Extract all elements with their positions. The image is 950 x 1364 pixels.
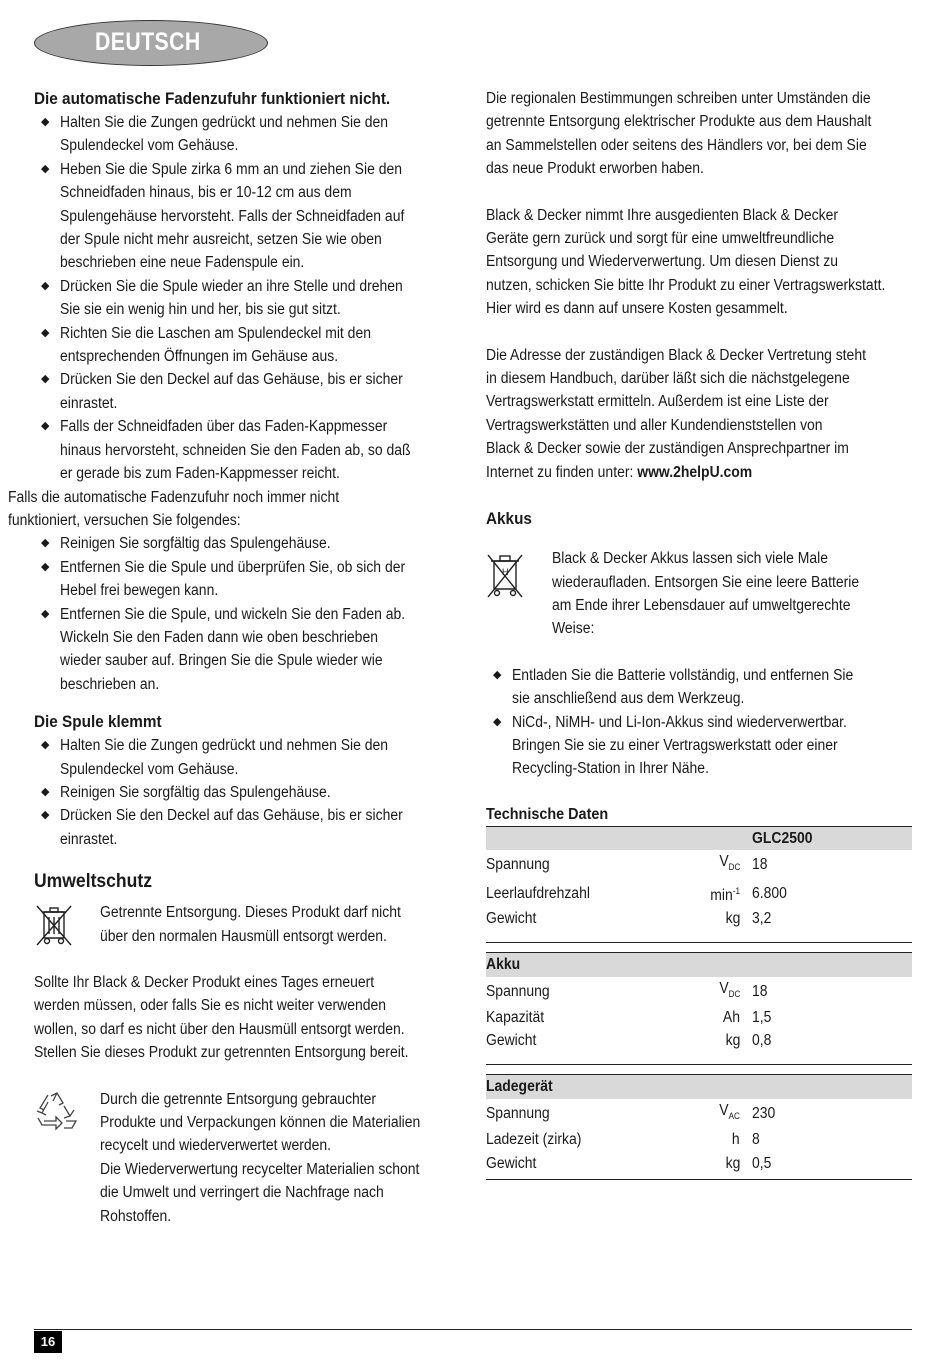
- spec-unit: $V_{DC}$: [718, 853, 740, 873]
- bullet-item: ◆ Reinigen Sie sorgfältig das Spulengehäuse.: [34, 781, 464, 804]
- diamond-bullet-icon: ◆: [41, 162, 50, 175]
- spec-unit: $V_{DC}$: [718, 979, 740, 999]
- spec-value: 0,8: [752, 1032, 772, 1050]
- spec-label: Spannung: [486, 1104, 550, 1122]
- crossed-bin-battery-icon: [486, 549, 526, 606]
- diamond-bullet-icon: ◆: [41, 560, 50, 573]
- spec-value: 18: [752, 982, 768, 1000]
- waste-notice: [34, 901, 464, 948]
- diamond-bullet-icon: ◆: [493, 715, 502, 728]
- diamond-bullet-icon: ◆: [41, 116, 50, 128]
- recycle-notice: [34, 1088, 464, 1228]
- text-line: über den normalen Hausmüll entsorgt werden.: [100, 927, 387, 945]
- spec-label: Kapazität: [486, 1009, 545, 1027]
- bullet-item: ◆ Entfernen Sie die Spule und überprüfen Sie, ob sich der Hebel frei bewegen kann.: [34, 556, 464, 603]
- spec-value: 1,5: [752, 1009, 772, 1027]
- text-line: Falls die automatische Fadenzufuhr noch immer nicht: [8, 488, 340, 506]
- text-line: Die Wiederverwertung recycelter Materialien schont: [100, 1160, 420, 1178]
- spec-value: 230: [752, 1104, 776, 1122]
- text-line: am Ende ihrer Lebensdauer auf umweltgerechte: [552, 596, 851, 614]
- text-line: wiederaufladen. Entsorgen Sie eine leere Batterie: [552, 573, 860, 591]
- text-line: Rohstoffen.: [100, 1207, 172, 1225]
- right-column: [486, 87, 912, 1180]
- text-line: Sollte Ihr Black & Decker Produkt eines Tages erneuert: [34, 974, 375, 991]
- crossed-bin-icon: [34, 903, 74, 954]
- text-line: Entsorgung und Wiederverwertung. Um diesen Dienst zu: [486, 253, 839, 271]
- spec-value: 6.800: [752, 884, 787, 902]
- bullet-list-battery: [486, 664, 912, 781]
- bullet-item: ◆ Halten Sie die Zungen gedrückt und nehmen Sie den Spulendeckel vom Gehäuse.: [34, 734, 464, 781]
- spec-row: [486, 907, 912, 930]
- bullet-list-line-feed: [34, 111, 464, 486]
- spec-label: Gewicht: [486, 1032, 537, 1050]
- spec-unit: kg: [725, 1032, 740, 1050]
- diamond-bullet-icon: ◆: [41, 373, 50, 386]
- bullet-list-spool-stuck: [34, 734, 464, 851]
- heading-line-feed: Die automatische Fadenzufuhr funktioniert nicht.: [34, 89, 391, 108]
- left-column: [8, 87, 464, 1228]
- spec-unit: h: [732, 1131, 740, 1149]
- text-line: werden müssen, oder falls Sie es nicht weiter verwenden: [34, 997, 387, 1015]
- spec-row: [486, 1099, 912, 1129]
- text-line: funktioniert, versuchen Sie folgendes:: [8, 511, 241, 529]
- bullet-item: ◆ Richten Sie die Laschen am Spulendeckel mit den entsprechenden Öffnungen im Gehäuse aus.: [34, 322, 464, 369]
- paragraph-take-back: [486, 204, 912, 321]
- heading-spool-stuck: Die Spule klemmt: [34, 712, 162, 732]
- text-line: Getrennte Entsorgung. Dieses Produkt darf nicht: [100, 904, 401, 922]
- text-line: getrennte Entsorgung elektrischer Produkte aus dem Haushalt: [486, 113, 872, 131]
- text-line: Geräte gern zurück und sorgt für eine umweltfreundliche: [486, 230, 835, 248]
- text-line: Durch die getrennte Entsorgung gebrauchter: [100, 1090, 377, 1108]
- text-line: wollen, so darf es nicht über den Hausmüll entsorgt werden.: [34, 1020, 405, 1038]
- spec-unit: $\min^{-1}$: [710, 885, 740, 904]
- spec-label: Spannung: [486, 856, 550, 874]
- text-line: Vertragswerkstatt ermitteln. Außerdem ist eine Liste der: [486, 393, 829, 411]
- spec-row: [486, 1029, 912, 1052]
- spec-unit: kg: [725, 910, 740, 928]
- diamond-bullet-icon: ◆: [41, 326, 50, 339]
- spec-label: Leerlaufdrehzahl: [486, 884, 590, 902]
- spec-value: 0,5: [752, 1154, 772, 1172]
- spec-value: 8: [752, 1131, 760, 1149]
- spec-value: 3,2: [752, 910, 772, 928]
- model-label: GLC2500: [752, 826, 912, 850]
- spec-label: Ladezeit (zirka): [486, 1131, 582, 1149]
- text-line: Black & Decker Akkus lassen sich viele Male: [552, 550, 829, 568]
- bullet-item: ◆ NiCd-, NiMH- und Li-Ion-Akkus sind wiederverwertbar. Bringen Sie sie zu einer Vertragswerkstatt oder einer Recycling-Station in Ihrer Nähe.: [486, 711, 912, 781]
- spec-row: [486, 1006, 912, 1029]
- spec-label: Gewicht: [486, 910, 537, 928]
- spec-unit: Ah: [722, 1009, 740, 1027]
- bullet-item: ◆ Drücken Sie den Deckel auf das Gehäuse, bis er sicher einrastet.: [34, 368, 464, 415]
- spec-row: [486, 977, 912, 1007]
- spec-value: 18: [752, 856, 768, 874]
- diamond-bullet-icon: ◆: [41, 279, 50, 292]
- text-line: das neue Produkt erworben haben.: [486, 160, 704, 178]
- text-line: an Sammelstellen oder seitens des Händlers vor, bei dem Sie: [486, 136, 867, 154]
- text-line: Hier wird es dann auf unsere Kosten gesammelt.: [486, 300, 788, 318]
- recycle-icon: [34, 1090, 80, 1141]
- bullet-list-troubleshoot: [34, 532, 464, 696]
- text-line: Die regionalen Bestimmungen schreiben unter Umständen die: [486, 90, 871, 107]
- spec-unit: $V_{AC}$: [719, 1101, 740, 1121]
- spec-label: Gewicht: [486, 1154, 537, 1172]
- spec-row: [486, 880, 912, 908]
- diamond-bullet-icon: ◆: [41, 420, 50, 433]
- text-line: Stellen Sie dieses Produkt zur getrennten Entsorgung bereit.: [34, 1044, 409, 1062]
- diamond-bullet-icon: ◆: [41, 809, 50, 822]
- bullet-item: ◆ Heben Sie die Spule zirka 6 mm an und ziehen Sie den Schneidfaden hinaus, bis er 10-12 cm aus dem Spulengehäuse hervorsteht. Falls der Schneidfaden auf der Spule nicht mehr ausreicht, setzen Sie wie oben beschrieben eine neue Fadenspule ein.: [34, 158, 464, 275]
- spec-label: Spannung: [486, 982, 550, 1000]
- bullet-item: ◆ Drücken Sie die Spule wieder an ihre Stelle und drehen Sie sie ein wenig hin und her, bis sie gut sitzt.: [34, 275, 464, 322]
- battery-notice: [486, 547, 912, 641]
- diamond-bullet-icon: ◆: [41, 607, 50, 620]
- diamond-bullet-icon: ◆: [41, 537, 50, 550]
- text-line: Black & Decker sowie der zuständigen Ansprechpartner im: [486, 440, 849, 458]
- spec-unit: kg: [725, 1154, 740, 1172]
- spec-row: [486, 850, 912, 880]
- footer-rule: [34, 1329, 912, 1330]
- diamond-bullet-icon: ◆: [41, 785, 50, 798]
- bullet-item: ◆ Reinigen Sie sorgfältig das Spulengehäuse.: [34, 532, 464, 555]
- charger-section-title: Ladegerät: [486, 1075, 912, 1099]
- text-line: Black & Decker nimmt Ihre ausgedienten Black & Decker: [486, 206, 839, 224]
- bullet-item: ◆ Falls der Schneidfaden über das Faden-Kappmesser hinaus hervorsteht, schneiden Sie den Faden ab, so daß er gerade bis zum Faden-Kappmesser reicht.: [34, 415, 464, 485]
- bullet-item: ◆ Halten Sie die Zungen gedrückt und nehmen Sie den Spulendeckel vom Gehäuse.: [34, 111, 464, 158]
- language-tab: [34, 20, 268, 66]
- text-line: nutzen, schicken Sie bitte Ihr Produkt zu einer Vertragswerkstatt.: [486, 276, 886, 294]
- tech-data-title: Technische Daten: [486, 805, 609, 823]
- spec-row: [486, 1152, 912, 1175]
- tech-data-table: [486, 826, 912, 1180]
- paragraph-replacement: [34, 971, 464, 1065]
- bullet-item: ◆ Drücken Sie den Deckel auf das Gehäuse, bis er sicher einrastet.: [34, 804, 464, 851]
- bullet-item: ◆ Entladen Sie die Batterie vollständig, und entfernen Sie sie anschließend aus dem Werkzeug.: [486, 664, 912, 711]
- internet-text: Internet zu finden unter:: [486, 463, 638, 481]
- paragraph-still-not-working: [8, 486, 464, 533]
- akku-section-title: Akku: [486, 953, 912, 977]
- bullet-item: ◆ Entfernen Sie die Spule, und wickeln Sie den Faden ab. Wickeln Sie den Faden dann wie oben beschrieben wieder sauber auf. Bringen Sie die Spule wieder wie beschrieben an.: [34, 603, 464, 697]
- language-label: DEUTSCH: [95, 28, 201, 56]
- text-line: die Umwelt und verringert die Nachfrage nach: [100, 1184, 384, 1202]
- text-line: Weise:: [552, 620, 595, 638]
- text-line: in diesem Handbuch, darüber läßt sich die nächstgelegene: [486, 370, 850, 388]
- page-number: 16: [34, 1331, 62, 1353]
- diamond-bullet-icon: ◆: [493, 668, 502, 681]
- text-line: Vertragswerkstätten und aller Kundendienststellen von: [486, 416, 823, 434]
- service-url-link[interactable]: www.2helpU.com: [637, 463, 753, 481]
- text-line: Die Adresse der zuständigen Black & Decker Vertretung steht: [486, 346, 866, 364]
- text-line: Produkte und Verpackungen können die Materialien: [100, 1114, 421, 1132]
- svg-text:H: H: [502, 567, 509, 578]
- text-line: recycelt und wiederverwertet werden.: [100, 1137, 332, 1155]
- heading-akkus: Akkus: [486, 509, 532, 529]
- heading-environment: Umweltschutz: [34, 870, 152, 893]
- paragraph-regulations: [486, 87, 912, 181]
- spec-row: [486, 1128, 912, 1151]
- diamond-bullet-icon: ◆: [41, 739, 50, 752]
- paragraph-address: [486, 344, 912, 484]
